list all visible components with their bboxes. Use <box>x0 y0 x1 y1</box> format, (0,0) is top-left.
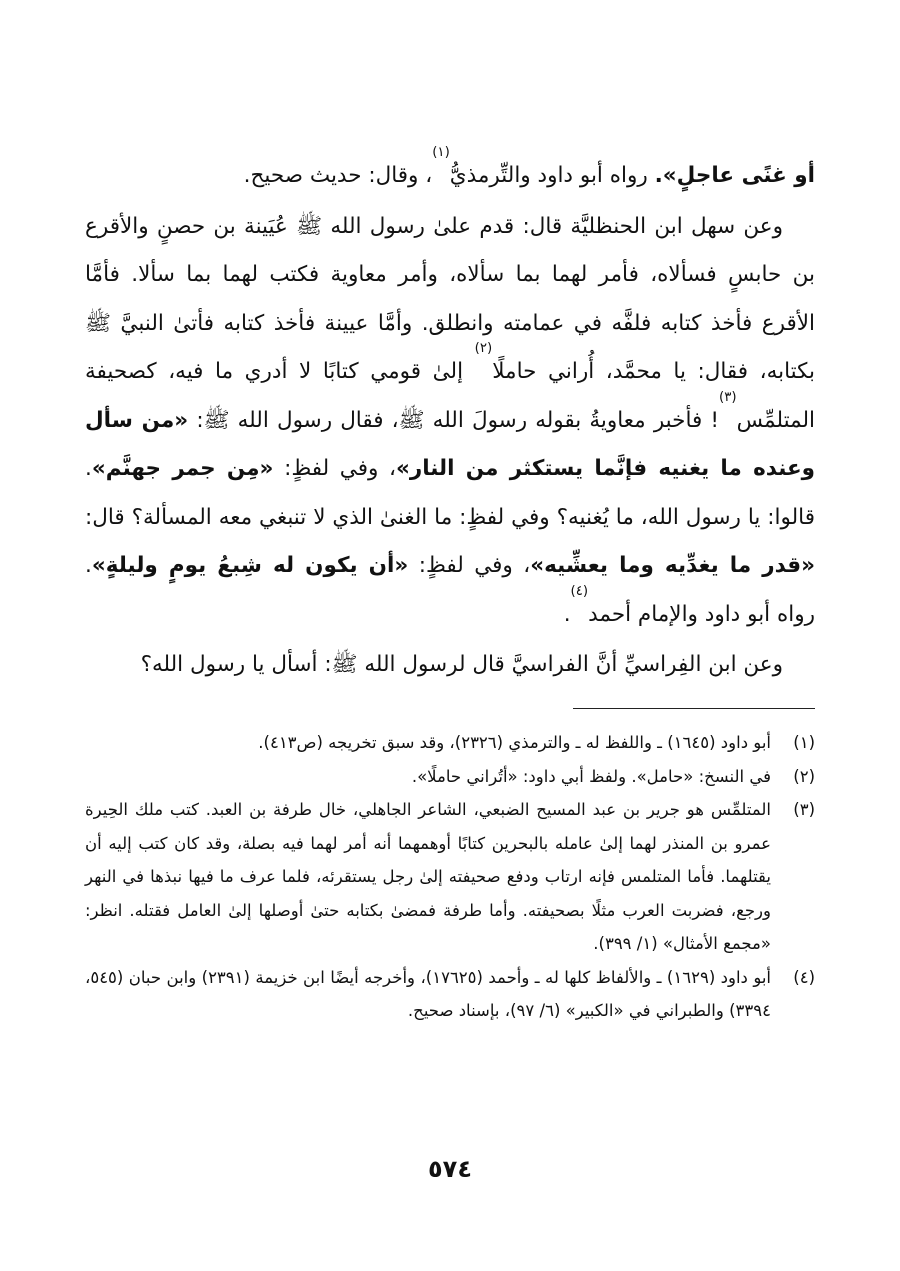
paragraph-3: وعن ابن الفِراسيِّ أنَّ الفراسيَّ قال لرسول الله ﷺ: أسأل يا رسول الله؟ <box>140 652 783 677</box>
hadith-quote: «من سأل وعنده ما يغنيه فإنَّما يستكثر من النار» <box>85 407 816 481</box>
footnote-number: (٣) <box>793 800 815 819</box>
paragraph-2: وعن سهل ابن الحنظليَّة قال: قدم علىٰ رسول الله ﷺ عُيَينة بن حصنٍ والأقرع بن حابسٍ فسألاه، فأمر لهما بما سألاه، وأمر معاوية فكتب لهما بما سألا. فأمَّا الأقرع فأخذ كتابه فلفَّه في عمامته وانطلق. وأمَّا عيينة فأخذ كتابه فأتىٰ النبيَّ ﷺ بكتابه، فقال: يا محمَّد، أُراني حاملًا$^{(٢)}$ إلىٰ قومي كتابًا لا أدري ما فيه، كصحيفة المتلمِّس$^{(٣)}$! فأخبر معاويةُ بقوله رسولَ الله ﷺ، فقال رسول الله ﷺ: «من سأل وعنده ما يغنيه فإنَّما يستكثر من النار»، وفي لفظٍ: «مِن جمر جهنَّم». قالوا: يا رسول الله، ما يُغنيه؟ وفي لفظٍ: ما الغنىٰ الذي لا تنبغي معه المسألة؟ قال: «قدر ما يغدِّيه وما يعشِّيه»، وفي لفظٍ: «أن يكون له شِبعُ يومٍ وليلةٍ». رواه أبو داود والإمام أحمد$^{(٤)}$. <box>85 213 816 627</box>
paragraph-1: أو غنًى عاجلٍ». رواه أبو داود والتِّرمذيُّ$^{(١)}$، وقال: حديث صحيح. <box>243 145 815 188</box>
footnote-number: (١) <box>793 733 815 752</box>
footnote-ref[interactable]: (٢) <box>474 341 493 356</box>
footnote-number: (٢) <box>793 766 815 786</box>
footnote <box>85 760 815 794</box>
footnote-ref[interactable]: (١) <box>432 145 450 160</box>
footnote-text: أبو داود (١٦٤٥) ـ واللفظ له ـ والترمذي (٢٣٢٦)، وقد سبق تخريجه (ص٤١٣). <box>258 733 771 752</box>
main-text <box>85 145 816 690</box>
footnote <box>85 726 815 760</box>
hadith-quote: أو غنًى عاجلٍ». <box>654 163 815 188</box>
footnote-text: أبو داود (١٦٢٩) ـ والألفاظ كلها له ـ وأحمد (١٧٦٢٥)، وأخرجه أيضًا ابن خزيمة (٢٣٩١) وابن حبان (٥٤٥، ٣٣٩٤) والطبراني في «الكبير» (٦/ ٩٧)، بإسناد صحيح. <box>85 967 772 1020</box>
footnote-text: المتلمِّس هو جرير بن عبد المسيح الضبعي، الشاعر الجاهلي، خال طرفة بن العبد. كتب ملك الحِيرة عمرو بن المنذر لهما إلىٰ عامله بالبحرين كتابًا أوهمهما أنه أمر لهما فيه بصلة، وقد كان كتب إليه أن يقتلهما. فأما المتلمس فإنه ارتاب ودفع صحيفته إلىٰ رجل يستقرئه، فلما عرف ما فيها نبذها في النهر ورجع، فضربت العرب مثلًا بصحيفته. وأما طرفة فمضىٰ بكتابه حتىٰ أوصلها إلىٰ العامل فقتله. انظر: «مجمع الأمثال» (١/ ٣٩٩). <box>85 800 771 953</box>
hadith-quote: «أن يكون له شِبعُ يومٍ وليلةٍ» <box>91 553 409 578</box>
footnote <box>85 793 815 961</box>
hadith-quote: «قدر ما يغدِّيه وما يعشِّيه» <box>530 553 815 578</box>
footnote-separator <box>573 708 815 709</box>
footnote-ref[interactable]: (٤) <box>570 583 589 599</box>
footnote <box>85 961 815 1028</box>
page-number: ٥٧٤ <box>428 1155 472 1183</box>
footnote-number: (٤) <box>793 967 815 987</box>
hadith-quote: «مِن جمر جهنَّم» <box>91 456 274 481</box>
footnotes <box>85 726 815 1028</box>
footnote-text: في النسخ: «حامل». ولفظ أبي داود: «أتُراني حاملًا». <box>411 766 771 786</box>
footnote-ref[interactable]: (٣) <box>719 389 737 405</box>
